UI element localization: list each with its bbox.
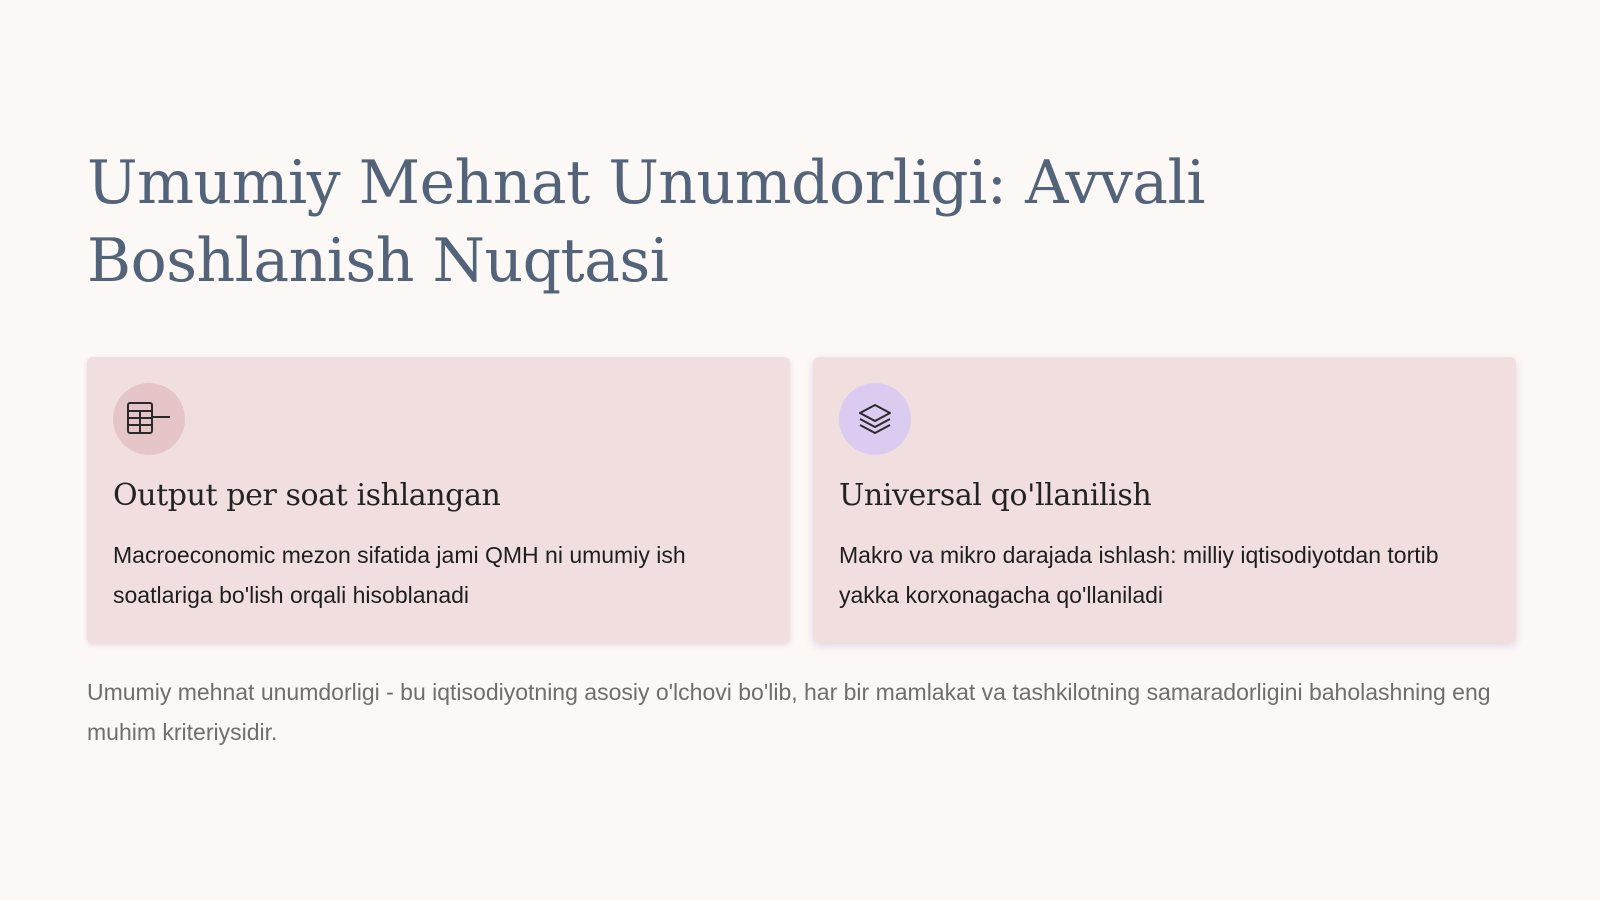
card-description: Macroeconomic mezon sifatida jami QMH ni umumiy ish soatlariga bo'lish orqali hisoblanadi	[113, 542, 686, 608]
card-title: Output per soat ishlangan	[113, 478, 501, 513]
card-description: Makro va mikro darajada ishlash: milliy iqtisodiyotdan tortib yakka korxonagacha qo'llaniladi	[839, 542, 1439, 608]
card-universal-application	[813, 357, 1516, 643]
layers-icon	[839, 383, 911, 455]
card-output-per-hour	[87, 357, 790, 643]
card-title: Universal qo'llanilish	[839, 478, 1152, 513]
page-title: Umumiy Mehnat Unumdorligi: Avvali Boshlanish Nuqtasi	[87, 148, 1205, 296]
calculator-icon	[113, 383, 185, 455]
summary-text: Umumiy mehnat unumdorligi - bu iqtisodiyotning asosiy o'lchovi bo'lib, har bir mamlakat va tashkilotning samaradorligini baholashning eng muhim kriteriysidir.	[87, 679, 1491, 745]
